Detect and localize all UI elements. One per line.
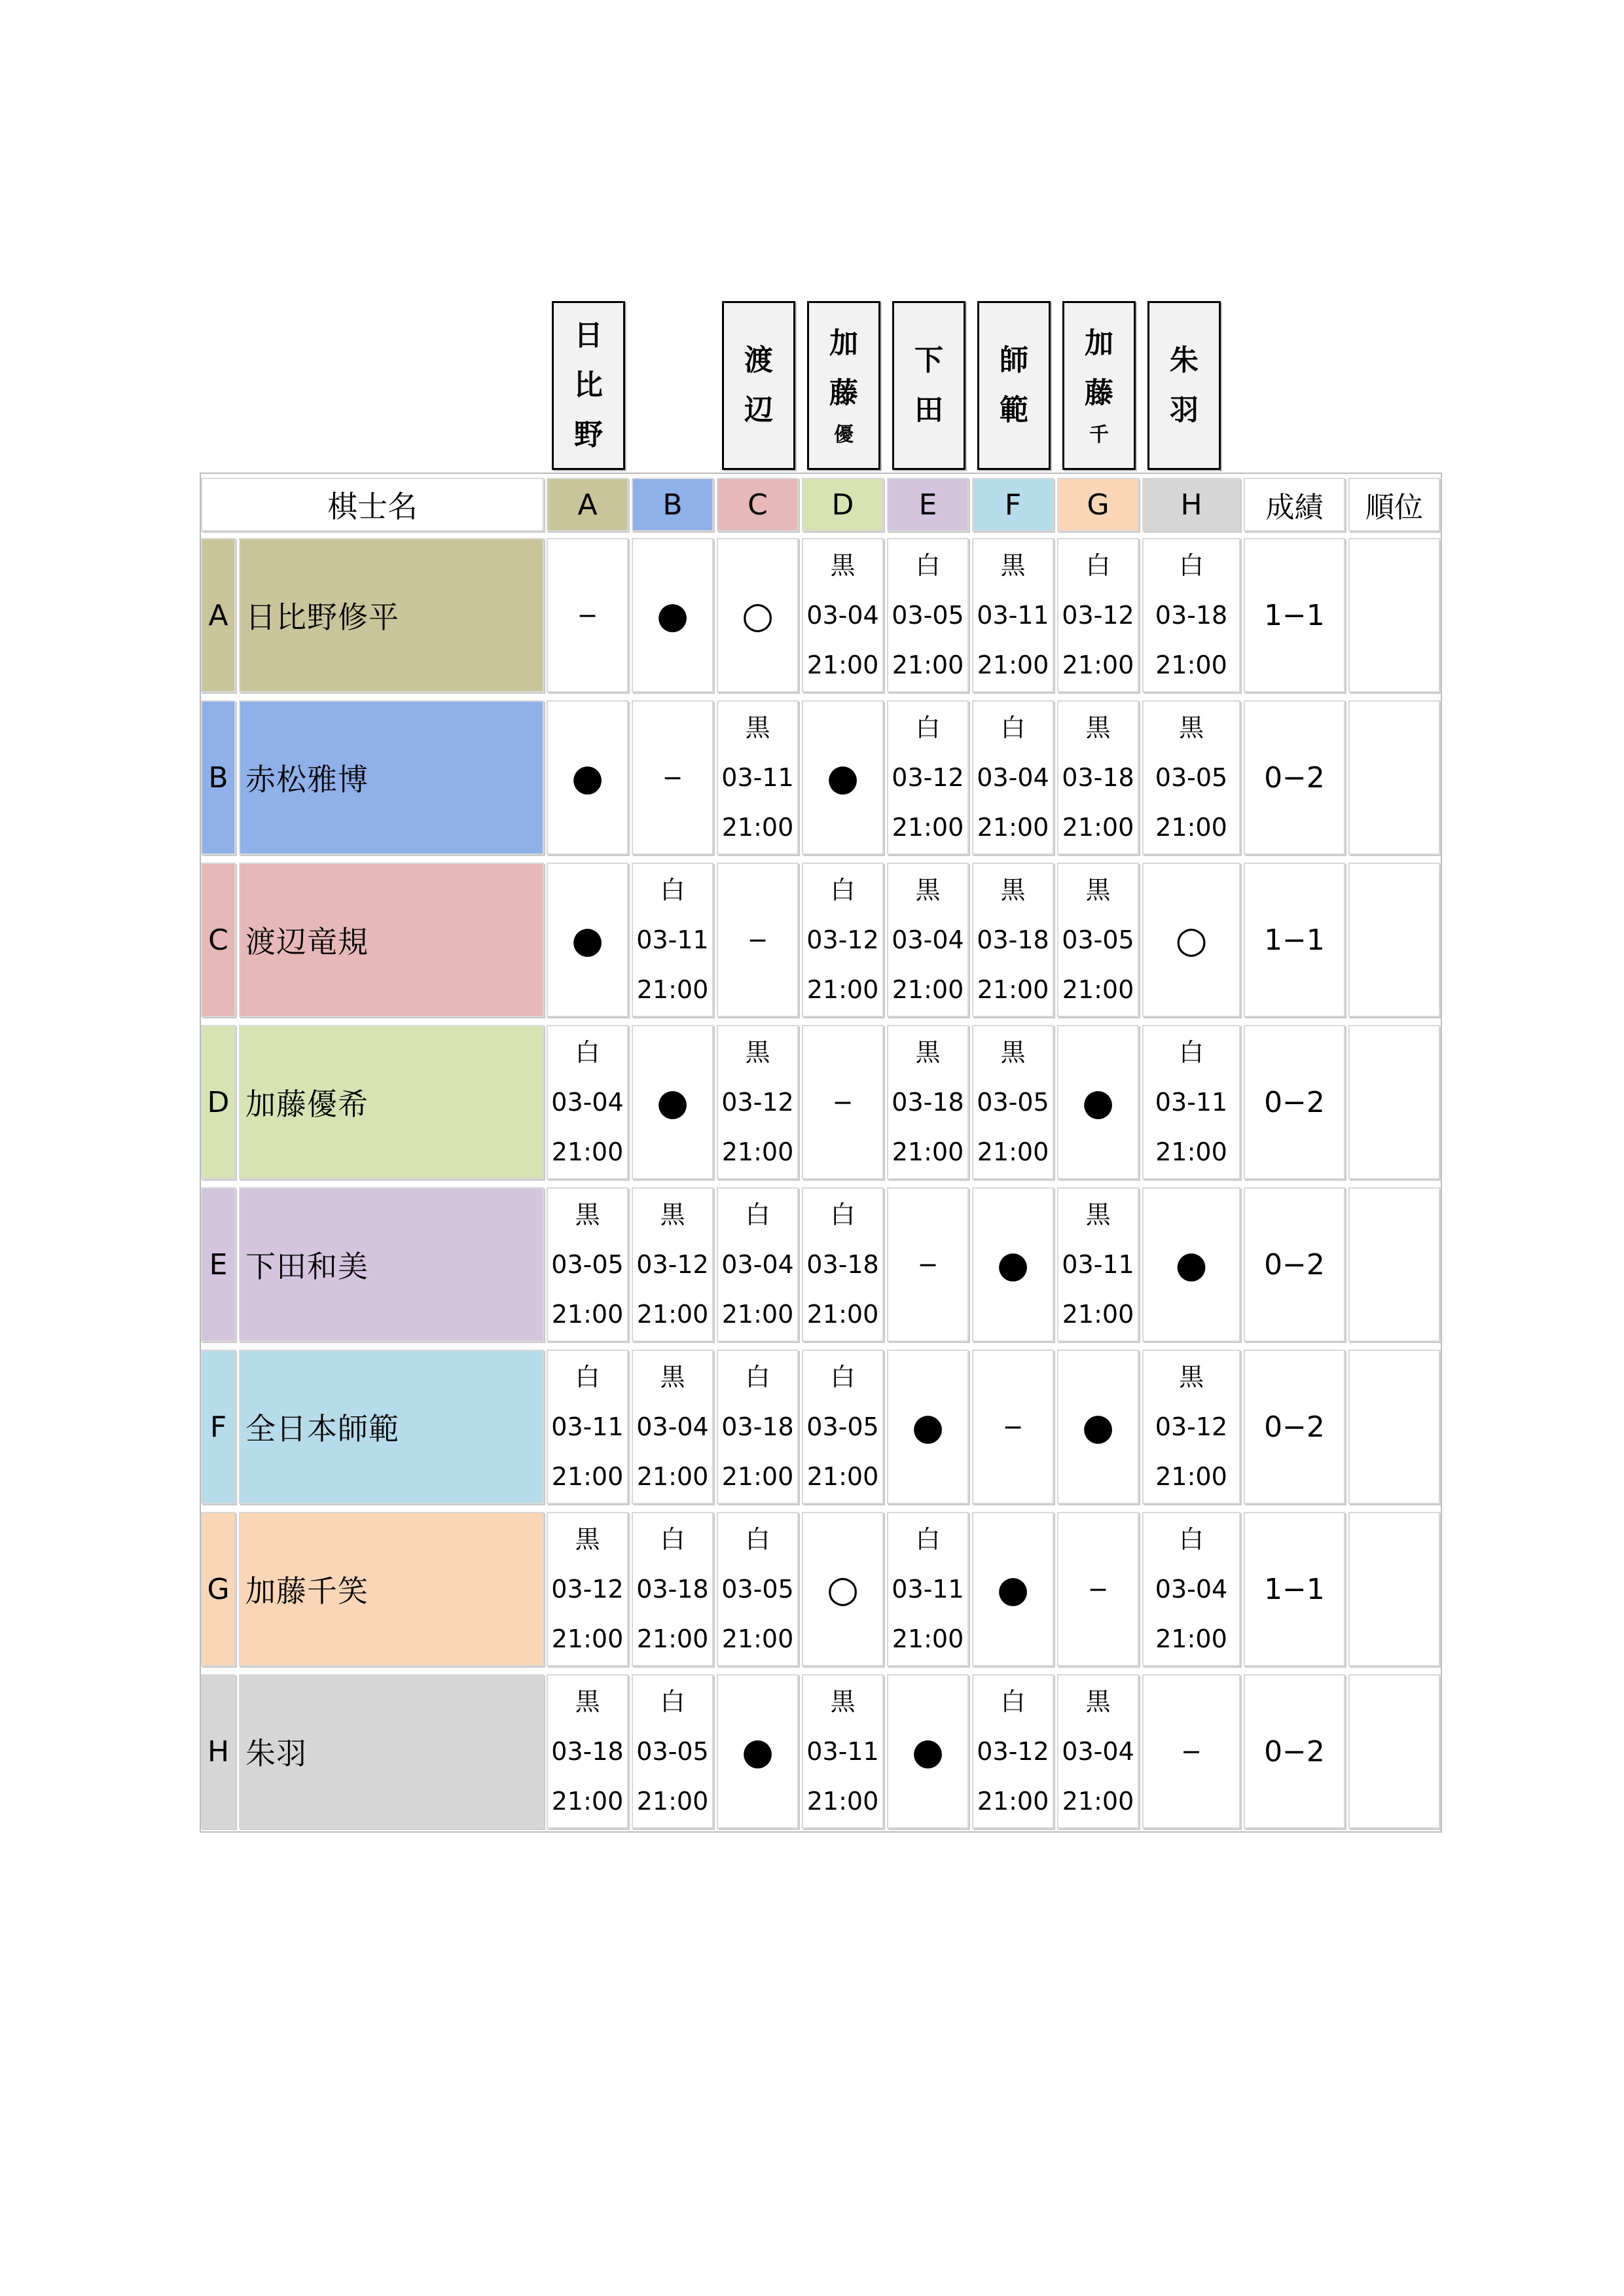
- score-cell: 1−1: [1244, 1512, 1345, 1666]
- row-letter-c: C: [201, 863, 236, 1017]
- match-side: 白: [1178, 1525, 1204, 1554]
- match-side: 白: [575, 1038, 600, 1067]
- match-date: 03-18: [806, 1250, 879, 1279]
- match-time: 21:00: [636, 1300, 709, 1329]
- match-date: 03-18: [721, 1412, 794, 1441]
- match-date: 03-11: [977, 601, 1049, 630]
- match-date: 03-12: [1155, 1412, 1228, 1441]
- vertical-header-char: 朱: [1170, 344, 1199, 377]
- vertical-header-char: 藤: [1085, 376, 1113, 410]
- rank-cell: [1348, 1025, 1440, 1179]
- match-time: 21:00: [1062, 1787, 1134, 1816]
- vertical-header-e: [892, 301, 965, 470]
- header-col-d: D: [802, 478, 884, 531]
- match-side: 白: [830, 1200, 856, 1229]
- match-date: 03-05: [721, 1575, 794, 1604]
- row-letter-d: D: [201, 1025, 236, 1179]
- match-date: 03-12: [1062, 601, 1134, 630]
- row-letter-g: G: [201, 1512, 236, 1666]
- match-cell: [1057, 1674, 1139, 1829]
- match-cell: [972, 538, 1054, 692]
- row-letter-a: A: [201, 538, 236, 692]
- match-time: 21:00: [1155, 1462, 1227, 1491]
- score-cell: 0−2: [1244, 1025, 1345, 1179]
- match-time: 21:00: [806, 651, 879, 679]
- header-col-h: H: [1142, 478, 1240, 531]
- match-cell: [802, 863, 884, 1017]
- match-date: 03-11: [721, 763, 794, 792]
- result-mark: ●: [1057, 1350, 1139, 1504]
- match-time: 21:00: [977, 975, 1049, 1004]
- match-cell: [1142, 1512, 1240, 1666]
- match-cell: [1142, 1350, 1240, 1504]
- match-cell: [547, 1674, 628, 1829]
- match-date: 03-18: [1155, 601, 1228, 630]
- rank-cell: [1348, 1187, 1440, 1342]
- result-mark: ●: [1057, 1025, 1139, 1179]
- match-time: 21:00: [977, 1787, 1049, 1816]
- player-name-h: 朱羽: [239, 1674, 544, 1829]
- row-letter-e: E: [201, 1187, 236, 1342]
- result-mark: ●: [717, 1674, 799, 1829]
- match-date: 03-11: [892, 1575, 964, 1604]
- result-mark: ●: [802, 700, 884, 855]
- match-cell: [632, 863, 713, 1017]
- score-cell: 0−2: [1244, 1187, 1345, 1342]
- player-name-f: 全日本師範: [239, 1350, 544, 1504]
- match-side: 黒: [1000, 876, 1026, 905]
- match-side: 黒: [575, 1525, 600, 1554]
- match-time: 21:00: [977, 651, 1049, 679]
- match-cell: [972, 1674, 1054, 1829]
- self-dash: −: [887, 1187, 969, 1342]
- result-mark: ●: [972, 1512, 1054, 1666]
- player-name-e: 下田和美: [239, 1187, 544, 1342]
- vertical-header-char: 辺: [744, 393, 773, 427]
- match-time: 21:00: [806, 975, 879, 1004]
- row-letter-f: F: [201, 1350, 236, 1504]
- match-side: 黒: [1085, 713, 1111, 742]
- match-cell: [717, 1187, 799, 1342]
- vertical-header-strip: [0, 0, 1624, 471]
- match-time: 21:00: [551, 1138, 624, 1166]
- match-time: 21:00: [636, 1624, 709, 1653]
- vertical-header-char: 師: [1000, 344, 1028, 377]
- match-cell: [887, 700, 969, 855]
- rank-cell: [1348, 1350, 1440, 1504]
- match-time: 21:00: [892, 813, 964, 842]
- match-cell: [717, 1025, 799, 1179]
- match-cell: [802, 538, 884, 692]
- match-cell: [972, 700, 1054, 855]
- result-mark: ●: [632, 538, 713, 692]
- rank-cell: [1348, 700, 1440, 855]
- match-side: 白: [830, 1363, 856, 1391]
- rank-cell: [1348, 1512, 1440, 1666]
- match-date: 03-04: [721, 1250, 794, 1279]
- player-name-d: 加藤優希: [239, 1025, 544, 1179]
- self-dash: −: [547, 538, 628, 692]
- match-side: 黒: [745, 713, 770, 742]
- match-side: 黒: [915, 876, 941, 905]
- match-date: 03-04: [551, 1088, 624, 1117]
- player-name-c: 渡辺竜規: [239, 863, 544, 1017]
- match-time: 21:00: [1062, 651, 1134, 679]
- match-cell: [717, 1350, 799, 1504]
- match-date: 03-11: [806, 1737, 879, 1766]
- match-time: 21:00: [892, 1138, 964, 1166]
- match-cell: [802, 1674, 884, 1829]
- match-date: 03-18: [892, 1088, 964, 1117]
- self-dash: −: [972, 1350, 1054, 1504]
- match-time: 21:00: [551, 1624, 624, 1653]
- match-side: 白: [915, 713, 941, 742]
- vertical-header-char: 野: [574, 418, 603, 452]
- match-side: 黒: [1000, 1038, 1026, 1067]
- league-table: [200, 473, 1442, 1833]
- match-side: 白: [830, 876, 856, 905]
- match-date: 03-05: [551, 1250, 624, 1279]
- score-cell: 0−2: [1244, 700, 1345, 855]
- match-date: 03-04: [977, 763, 1049, 792]
- match-side: 白: [660, 1687, 685, 1716]
- match-cell: [632, 1187, 713, 1342]
- rank-cell: [1348, 538, 1440, 692]
- player-name-a: 日比野修平: [239, 538, 544, 692]
- match-time: 21:00: [1155, 651, 1227, 679]
- match-time: 21:00: [551, 1300, 624, 1329]
- match-side: 黒: [915, 1038, 941, 1067]
- match-date: 03-04: [806, 601, 879, 630]
- match-cell: [632, 1674, 713, 1829]
- match-side: 白: [660, 1525, 685, 1554]
- match-time: 21:00: [892, 1624, 964, 1653]
- vertical-header-char: 加: [1085, 327, 1113, 360]
- match-time: 21:00: [977, 813, 1049, 842]
- match-side: 白: [1000, 1687, 1026, 1716]
- header-col-g: G: [1057, 478, 1139, 531]
- match-time: 21:00: [806, 1462, 879, 1491]
- match-side: 白: [915, 551, 941, 580]
- match-cell: [717, 1512, 799, 1666]
- match-cell: [802, 1350, 884, 1504]
- match-side: 黒: [830, 1687, 856, 1716]
- match-time: 21:00: [1062, 975, 1134, 1004]
- match-date: 03-18: [977, 925, 1049, 954]
- vertical-header-h: [1147, 301, 1221, 470]
- match-side: 黒: [660, 1363, 685, 1391]
- match-side: 白: [745, 1200, 770, 1229]
- match-side: 黒: [1178, 713, 1204, 742]
- header-col-b: B: [632, 478, 713, 531]
- match-date: 03-18: [551, 1737, 624, 1766]
- match-cell: [1057, 538, 1139, 692]
- header-col-f: F: [972, 478, 1054, 531]
- vertical-header-f: [977, 301, 1051, 470]
- score-cell: 0−2: [1244, 1350, 1345, 1504]
- rank-cell: [1348, 1674, 1440, 1829]
- result-mark: ○: [802, 1512, 884, 1666]
- match-side: 白: [745, 1525, 770, 1554]
- match-time: 21:00: [1062, 1300, 1134, 1329]
- match-side: 黒: [1085, 1687, 1111, 1716]
- match-date: 03-04: [892, 925, 964, 954]
- vertical-header-c: [722, 301, 795, 470]
- match-time: 21:00: [1062, 813, 1134, 842]
- match-side: 白: [1085, 551, 1111, 580]
- match-cell: [1142, 700, 1240, 855]
- match-time: 21:00: [977, 1138, 1049, 1166]
- match-side: 白: [915, 1525, 941, 1554]
- match-side: 白: [660, 876, 685, 905]
- match-time: 21:00: [721, 1462, 794, 1491]
- match-cell: [1057, 700, 1139, 855]
- match-side: 黒: [1085, 876, 1111, 905]
- match-time: 21:00: [892, 975, 964, 1004]
- vertical-header-suffix: 千: [1089, 423, 1109, 446]
- match-date: 03-18: [636, 1575, 709, 1604]
- header-col-e: E: [887, 478, 969, 531]
- match-time: 21:00: [1155, 813, 1227, 842]
- match-date: 03-12: [977, 1737, 1049, 1766]
- match-date: 03-05: [977, 1088, 1049, 1117]
- match-side: 白: [575, 1363, 600, 1391]
- vertical-header-char: 比: [574, 368, 603, 402]
- self-dash: −: [1142, 1674, 1240, 1829]
- player-name-b: 赤松雅博: [239, 700, 544, 855]
- match-side: 黒: [745, 1038, 770, 1067]
- match-side: 黒: [1178, 1363, 1204, 1391]
- match-date: 03-04: [1155, 1575, 1228, 1604]
- result-mark: ○: [1142, 863, 1240, 1017]
- match-cell: [887, 863, 969, 1017]
- match-time: 21:00: [551, 1462, 624, 1491]
- result-mark: ●: [547, 700, 628, 855]
- match-time: 21:00: [1155, 1138, 1227, 1166]
- match-time: 21:00: [636, 1462, 709, 1491]
- match-date: 03-05: [892, 601, 964, 630]
- match-side: 黒: [1085, 1200, 1111, 1229]
- match-cell: [1057, 863, 1139, 1017]
- match-time: 21:00: [892, 651, 964, 679]
- match-cell: [887, 538, 969, 692]
- match-cell: [717, 700, 799, 855]
- match-cell: [1142, 538, 1240, 692]
- match-side: 黒: [1000, 551, 1026, 580]
- vertical-header-d: [807, 301, 880, 470]
- match-cell: [547, 1512, 628, 1666]
- match-date: 03-04: [1062, 1737, 1134, 1766]
- match-time: 21:00: [806, 1300, 879, 1329]
- header-player-name: 棋士名: [201, 478, 544, 531]
- match-cell: [972, 1025, 1054, 1179]
- result-mark: ●: [632, 1025, 713, 1179]
- header-col-c: C: [717, 478, 799, 531]
- self-dash: −: [717, 863, 799, 1017]
- self-dash: −: [632, 700, 713, 855]
- match-cell: [632, 1512, 713, 1666]
- score-cell: 0−2: [1244, 1674, 1345, 1829]
- result-mark: ●: [972, 1187, 1054, 1342]
- match-cell: [547, 1350, 628, 1504]
- vertical-header-char: 渡: [744, 344, 773, 377]
- row-letter-h: H: [201, 1674, 236, 1829]
- match-side: 白: [1000, 713, 1026, 742]
- match-date: 03-12: [636, 1250, 709, 1279]
- vertical-header-char: 下: [914, 344, 943, 377]
- match-date: 03-12: [721, 1088, 794, 1117]
- self-dash: −: [802, 1025, 884, 1179]
- result-mark: ●: [887, 1350, 969, 1504]
- vertical-header-char: 田: [914, 393, 943, 427]
- match-cell: [1057, 1187, 1139, 1342]
- vertical-header-char: 加: [829, 327, 858, 360]
- match-cell: [972, 863, 1054, 1017]
- match-cell: [547, 1025, 628, 1179]
- rank-cell: [1348, 863, 1440, 1017]
- result-mark: ●: [1142, 1187, 1240, 1342]
- vertical-header-char: 藤: [829, 376, 858, 410]
- match-side: 白: [1178, 551, 1204, 580]
- match-date: 03-05: [636, 1737, 709, 1766]
- vertical-header-g: [1062, 301, 1136, 470]
- match-side: 黒: [660, 1200, 685, 1229]
- match-date: 03-05: [806, 1412, 879, 1441]
- score-cell: 1−1: [1244, 538, 1345, 692]
- player-name-g: 加藤千笑: [239, 1512, 544, 1666]
- match-time: 21:00: [1155, 1624, 1227, 1653]
- self-dash: −: [1057, 1512, 1139, 1666]
- match-time: 21:00: [721, 1300, 794, 1329]
- match-cell: [802, 1187, 884, 1342]
- match-date: 03-11: [1155, 1088, 1228, 1117]
- result-mark: ●: [887, 1674, 969, 1829]
- match-date: 03-12: [892, 763, 964, 792]
- match-side: 黒: [575, 1687, 600, 1716]
- match-side: 白: [745, 1363, 770, 1391]
- vertical-header-char: 日: [574, 319, 603, 352]
- result-mark: ●: [547, 863, 628, 1017]
- match-cell: [887, 1512, 969, 1666]
- match-side: 黒: [575, 1200, 600, 1229]
- match-cell: [547, 1187, 628, 1342]
- match-time: 21:00: [806, 1787, 879, 1816]
- match-date: 03-05: [1155, 763, 1228, 792]
- match-cell: [1142, 1025, 1240, 1179]
- match-date: 03-12: [806, 925, 879, 954]
- match-date: 03-12: [551, 1575, 624, 1604]
- vertical-header-char: 羽: [1170, 393, 1199, 427]
- match-date: 03-04: [636, 1412, 709, 1441]
- match-time: 21:00: [551, 1787, 624, 1816]
- match-time: 21:00: [721, 1624, 794, 1653]
- vertical-header-a: [552, 301, 625, 470]
- match-side: 黒: [830, 551, 856, 580]
- header-score: 成績: [1244, 478, 1345, 531]
- match-date: 03-18: [1062, 763, 1134, 792]
- result-mark: ○: [717, 538, 799, 692]
- match-cell: [632, 1350, 713, 1504]
- match-date: 03-11: [1062, 1250, 1134, 1279]
- match-date: 03-05: [1062, 925, 1134, 954]
- score-cell: 1−1: [1244, 863, 1345, 1017]
- row-letter-b: B: [201, 700, 236, 855]
- match-time: 21:00: [636, 1787, 709, 1816]
- match-time: 21:00: [636, 975, 709, 1004]
- match-side: 白: [1178, 1038, 1204, 1067]
- vertical-header-char: 範: [1000, 393, 1028, 427]
- match-date: 03-11: [636, 925, 709, 954]
- header-rank: 順位: [1348, 478, 1440, 531]
- match-cell: [887, 1025, 969, 1179]
- header-col-a: A: [547, 478, 628, 531]
- match-date: 03-11: [551, 1412, 624, 1441]
- match-time: 21:00: [721, 813, 794, 842]
- vertical-header-suffix: 優: [834, 423, 854, 446]
- match-time: 21:00: [721, 1138, 794, 1166]
